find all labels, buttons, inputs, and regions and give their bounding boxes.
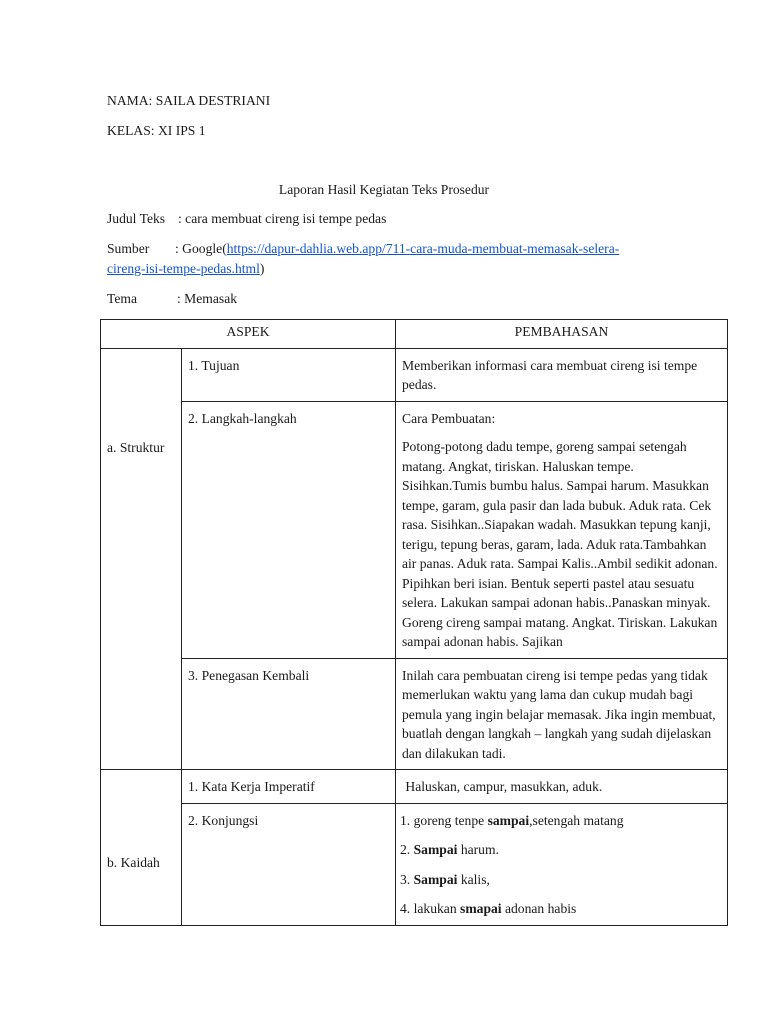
langkah-cell <box>396 401 728 658</box>
tema-label: Tema <box>107 291 137 306</box>
penegasan-label: 3. Penegasan Kembali <box>182 658 396 770</box>
sumber-prefix: : Google( <box>175 241 227 256</box>
penegasan-text: Inilah cara pembuatan cireng isi tempe pedas yang tidak memerlukan waktu yang lama dan cukup mudah bagi pemula yang ingin belajar memasak. Jika ingin membuat, buatlah dengan langkah – langkah yang sudah dijelaskan dan dilakukan tadi. <box>396 658 728 770</box>
tujuan-text: Memberikan informasi cara membuat cireng isi tempe pedas. <box>396 348 728 401</box>
source-link-continued[interactable]: cireng-isi-tempe-pedas.html <box>107 261 260 276</box>
konjungsi-item: 4. lakukan smapai adonan habis <box>400 901 577 916</box>
analysis-table <box>100 319 728 926</box>
langkah-label: 2. Langkah-langkah <box>182 401 396 658</box>
langkah-text: Potong-potong dadu tempe, goreng sampai setengah matang. Angkat, tiriskan. Haluskan tempe. Sisihkan.Tumis bumbu halus. Sampai harum. Masukkan tempe, garam, gula pasir dan lada bubuk. Aduk rata. Cek rasa. Sisihkan..Siapakan wadah. Masukkan tepung kanji, terigu, tepung beras, garam, lada. Aduk rata.Tambahkan air panas. Aduk rata. Sampai Kalis..Ambil sedikit adonan. Pipihkan beri isian. Bentuk seperti pastel atau sesuatu selera. Lakukan sampai adonan habis..Panaskan minyak. Goreng cireng sampai matang. Angkat. Tiriskan. Lakukan sampai adonan habis. Sajikan <box>402 439 718 649</box>
report-title: Laporan Hasil Kegiatan Teks Prosedur <box>278 182 490 197</box>
konjungsi-item: 3. Sampai kalis, <box>400 871 490 887</box>
konjungsi-item: 1. goreng tenpe sampai,setengah matang <box>400 812 624 828</box>
tema-value: : Memasak <box>177 291 238 306</box>
table-row <box>101 348 728 401</box>
student-class: KELAS: XI IPS 1 <box>107 123 206 138</box>
konjungsi-item: 2. Sampai harum. <box>400 842 499 857</box>
source-link[interactable]: https://dapur-dahlia.web.app/711-cara-muda-membuat-memasak-selera- <box>226 241 620 256</box>
sumber-label: Sumber <box>107 241 150 256</box>
imperatif-text: Haluskan, campur, masukkan, aduk. <box>396 770 728 804</box>
header-pembahasan: PEMBAHASAN <box>396 320 728 349</box>
konjungsi-label: 2. Konjungsi <box>182 803 396 925</box>
table-row <box>101 401 728 658</box>
imperatif-label: 1. Kata Kerja Imperatif <box>182 770 396 804</box>
judul-value: : cara membuat cireng isi tempe pedas <box>178 211 387 226</box>
struktur-label: a. Struktur <box>101 348 182 770</box>
table-row <box>101 803 728 925</box>
sumber-value <box>175 240 619 258</box>
sumber-value-continued <box>107 260 264 278</box>
table-header-row <box>101 320 728 349</box>
judul-label: Judul Teks <box>107 211 166 226</box>
table-row <box>101 658 728 770</box>
sumber-suffix: ) <box>259 261 265 276</box>
header-aspek: ASPEK <box>101 320 396 349</box>
table-row <box>101 770 728 804</box>
langkah-heading: Cara Pembuatan: <box>402 410 496 426</box>
konjungsi-cell <box>396 803 728 925</box>
tujuan-label: 1. Tujuan <box>182 348 396 401</box>
student-name: NAMA: SAILA DESTRIANI <box>107 93 271 108</box>
kaidah-label: b. Kaidah <box>101 770 182 926</box>
